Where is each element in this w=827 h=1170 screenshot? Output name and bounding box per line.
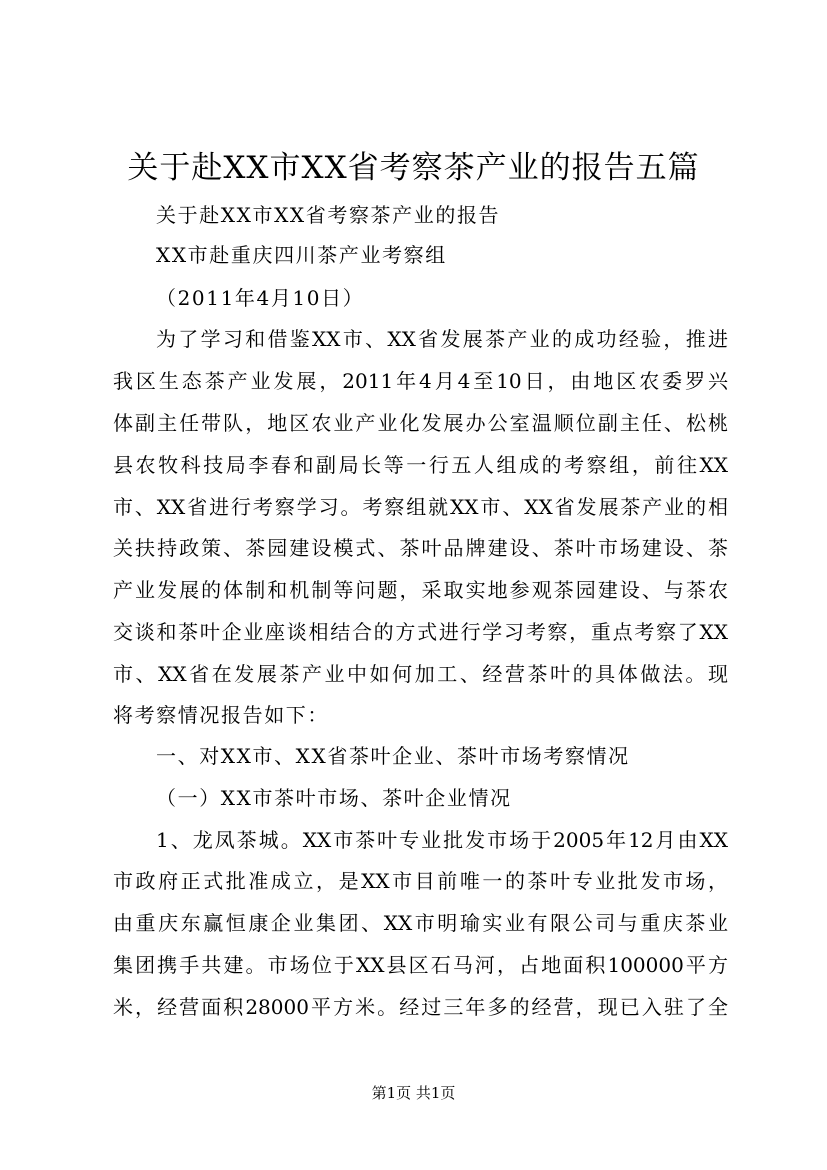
- paragraph-line: 将考察情况报告如下：: [113, 703, 329, 727]
- paragraph-line: 我区生态茶产业发展，2011年4月4至10日，由地区农委罗兴: [113, 369, 728, 393]
- subsection-heading: （一）XX市茶叶市场、茶叶企业情况: [156, 786, 512, 810]
- paragraph-line: 市、XX省在发展茶产业中如何加工、经营茶叶的具体做法。现: [113, 662, 728, 686]
- paragraph-line: 为了学习和借鉴XX市、XX省发展茶产业的成功经验，推进: [156, 327, 728, 351]
- paragraph-line: 关扶持政策、茶园建设模式、茶叶品牌建设、茶叶市场建设、茶: [113, 536, 728, 560]
- paragraph-line: 1、龙凤茶城。XX市茶叶专业批发市场于2005年12月由XX: [156, 828, 728, 852]
- paragraph-line: 产业发展的体制和机制等问题，采取实地参观茶园建设、与茶农: [113, 578, 728, 602]
- paragraph-line: 市政府正式批准成立，是XX市目前唯一的茶叶专业批发市场，: [113, 869, 728, 893]
- page-footer: 第1页 共1页: [371, 1084, 456, 1102]
- author-line: XX市赴重庆四川茶产业考察组: [156, 243, 447, 267]
- paragraph-line: 市、XX省进行考察学习。考察组就XX市、XX省发展茶产业的相: [113, 495, 728, 519]
- paragraph-line: 体副主任带队，地区农业产业化发展办公室温顺位副主任、松桃: [113, 411, 728, 435]
- paragraph-line: 交谈和茶叶企业座谈相结合的方式进行学习考察，重点考察了XX: [113, 620, 728, 644]
- subtitle-line: 关于赴XX市XX省考察茶产业的报告: [156, 203, 501, 227]
- paragraph-line: 县农牧科技局李春和副局长等一行五人组成的考察组，前往XX: [113, 453, 728, 477]
- paragraph-line: 米，经营面积28000平方米。经过三年多的经营，现已入驻了全: [113, 995, 728, 1019]
- paragraph-line: 由重庆东赢恒康企业集团、XX市明瑜实业有限公司与重庆茶业: [113, 911, 728, 935]
- section-heading: 一、对XX市、XX省茶叶企业、茶叶市场考察情况: [156, 744, 630, 768]
- paragraph-line: 集团携手共建。市场位于XX县区石马河，占地面积100000平方: [113, 953, 728, 977]
- document-title: 关于赴XX市XX省考察茶产业的报告五篇: [127, 150, 700, 186]
- date-line: （2011年4月10日）: [156, 286, 365, 310]
